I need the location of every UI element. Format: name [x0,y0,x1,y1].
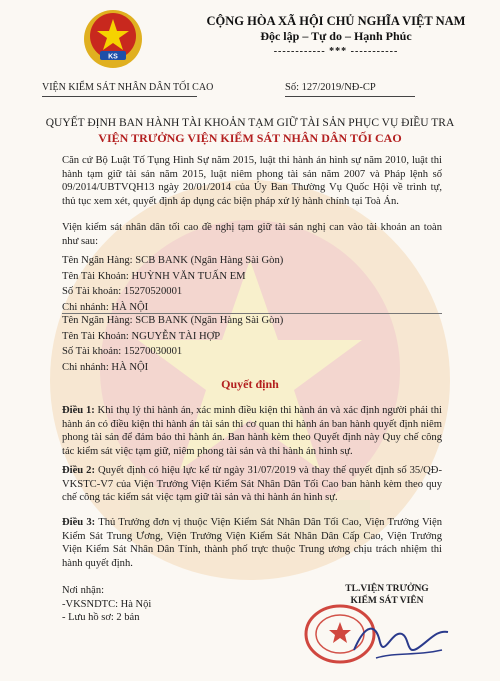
bank-name: Tên Ngân Hàng: SCB BANK (Ngân Hàng Sài Gòn) [62,255,284,266]
account-holder: Tên Tài Khoản: NGUYỄN TÀI HỢP [62,330,221,342]
national-emblem-icon [78,8,148,70]
handwritten-signature-icon [346,612,456,667]
number-underline [285,96,415,97]
bank-account-block [62,253,442,315]
article-label: Điều 2: [62,465,95,476]
header-divider-stars: ------------ *** ----------- [273,46,399,57]
agency-underline [42,96,197,97]
bank-branch: Chi nhánh: HÀ NỘI [62,361,149,373]
nation-name: CỘNG HÒA XÃ HỘI CHỦ NGHĨA VIỆT NAM [206,14,466,28]
recipients-label: Nơi nhận: [62,585,105,596]
emblem-label: KS [108,53,118,61]
signer-title: TL.VIỆN TRƯỞNG [345,584,429,594]
document-number: Số: 127/2019/NĐ-CP [285,82,376,93]
document-title: QUYẾT ĐỊNH BAN HÀNH TÀI KHOẢN TẠM GIỮ TÀI SẢN PHỤC VỤ ĐIỀU TRA [45,117,455,129]
account-number: Số Tài khoản: 15270030001 [62,346,183,358]
national-header [186,14,486,59]
recipient-item: -VKSNDTC: Hà Nội [62,598,152,610]
signature-block [332,583,442,607]
article-label: Điều 1: [62,405,95,416]
issuing-agency: VIỆN KIỂM SÁT NHÂN DÂN TỐI CAO [42,82,214,93]
account-holder: Tên Tài Khoản: HUỲNH VĂN TUẤN EM [62,270,246,282]
article-2 [62,464,442,505]
article-1 [62,404,442,458]
recipient-item: - Lưu hồ sơ: 2 bản [62,612,140,623]
request-paragraph: Viện kiểm sát nhân dân tối cao đề nghị tạm giữ tài sản nghị can vào tài khoản an toàn như sau: [62,222,442,247]
bank-branch: Chi nhánh: HÀ NỘI [62,301,149,313]
national-motto: Độc lập – Tự do – Hạnh Phúc [260,29,412,43]
article-text: Khi thụ lý thi hành án, xác minh điều kiện thi hành án và xác định người phải thi hành án có điều kiện thi hành án tài sản thì cơ quan thi hành án ban hành quyết định niêm phong tài sản để đảm bảo thi hành án. Ban hành kèm theo Quyết định này Quy chế công tác kiểm sát việc tạm giữ, niêm phong tài sản và thi hành án hình sự. [62,405,442,457]
article-label: Điều 3: [62,517,96,528]
article-text: Thủ Trưởng đơn vị thuộc Viện Kiểm Sát Nhân Dân Tối Cao, Viện Trưởng Viện Kiểm Sát Trung Ương, Viện Trưởng Viện Kiểm Sát Nhân Dân Cấp Cao, Viện Trưởng Viện Kiểm Sát Nhân Dân Tỉnh, thành phố trực thuộc Trung ương chịu trách nhiệm thi hành quyết định. [62,517,442,569]
bank-account-block [62,313,442,375]
decision-heading: Quyết định [221,377,279,391]
article-text: Quyết định có hiệu lực kể từ ngày 31/07/2019 và thay thế quyết định số 35/QĐ-VKSTC-V7 của Viện Trưởng Viện Kiểm Sát Nhân Dân Tối Cao ban hành kèm theo quy chế công tác kiểm sát việc tạm giữ tài sản và thi hành án hình sự. [62,465,442,504]
recipients-block [62,584,151,625]
article-3 [62,516,442,570]
signer-role: KIỂM SÁT VIÊN [350,596,424,606]
issuer-title: VIỆN TRƯỞNG VIỆN KIỂM SÁT NHÂN DÂN TỐI CAO [98,131,402,145]
legal-basis-paragraph: Căn cứ Bộ Luật Tố Tụng Hình Sự năm 2015, luật thi hành án hình sự năm 2010, luật thi hành tạm giữ tài sản năm 2015, luật niêm phong tài sản năm 2007 và Pháp lệnh số 09/2014/UBTVQH13 ngày 20/01/2014 của Ủy Ban Thường Vụ Quốc Hội về trình tự, thủ tục xem xét, quyết định áp dụng các biện pháp xử lý hành chính tại Toà Án. [62,155,442,207]
bank-name: Tên Ngân Hàng: SCB BANK (Ngân Hàng Sài Gòn) [62,315,284,326]
account-number: Số Tài khoản: 15270520001 [62,286,183,298]
